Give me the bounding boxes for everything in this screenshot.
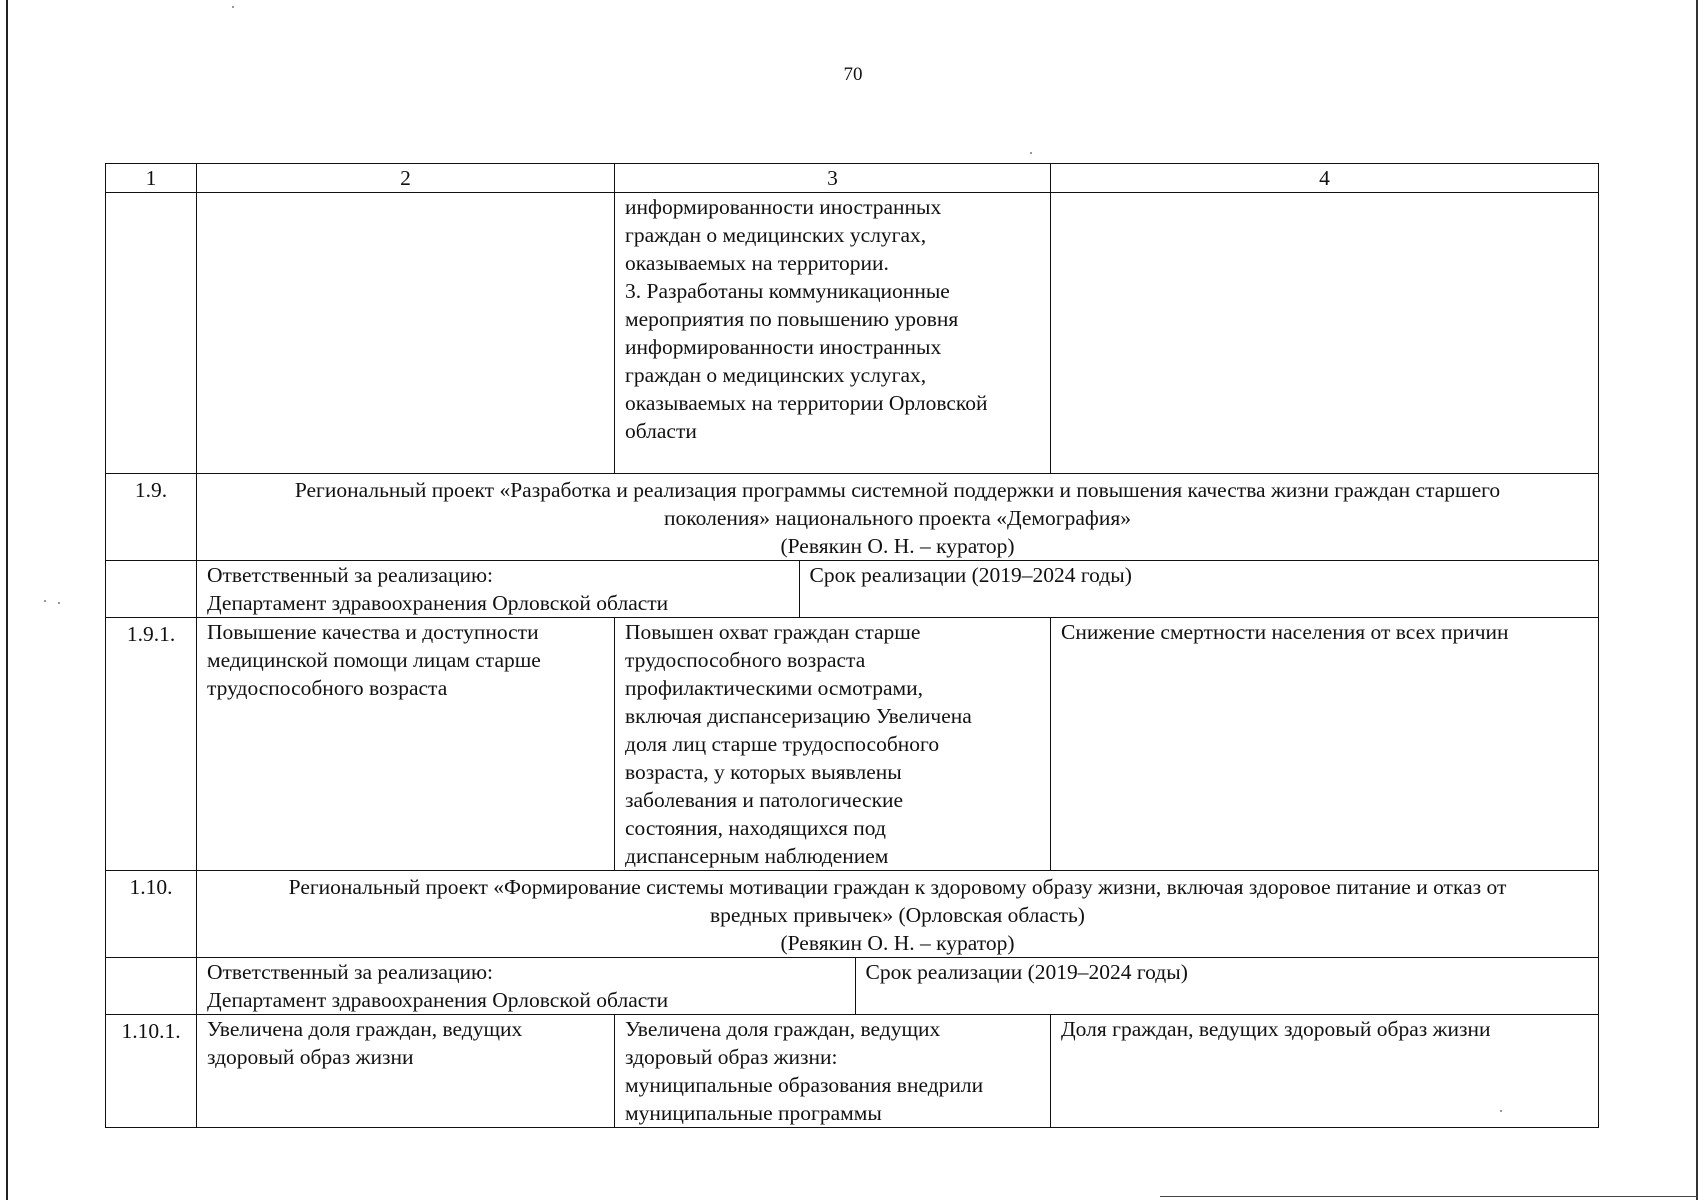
text-line: Увеличена доля граждан, ведущих — [207, 1017, 523, 1041]
responsible-cell — [197, 561, 1599, 618]
column-header: 2 — [197, 164, 615, 193]
text-line: граждан о медицинских услугах, — [625, 223, 927, 247]
table-cell — [1051, 193, 1599, 474]
text-line: доля лиц старше трудоспособного — [625, 732, 940, 756]
responsible-inner — [197, 561, 1598, 617]
term-text: Срок реализации (2019–2024 годы) — [799, 561, 1598, 617]
text-line: здоровый образ жизни: — [625, 1045, 838, 1069]
text-line: мероприятия по повышению уровня — [625, 307, 959, 331]
text-line: возраста, у которых выявлены — [625, 760, 902, 784]
curator-line: (Ревякин О. Н. – куратор) — [780, 931, 1015, 955]
term-text: Срок реализации (2019–2024 годы) — [855, 958, 1598, 1014]
scan-speck — [44, 600, 46, 602]
text-line: муниципальные образования внедрили — [625, 1073, 984, 1097]
text-line: трудоспособного возраста — [207, 676, 448, 700]
text-line: граждан о медицинских услугах, — [625, 363, 927, 387]
text-line: оказываемых на территории. — [625, 251, 889, 275]
scan-speck — [1030, 152, 1032, 154]
responsible-text — [197, 958, 855, 1014]
text-line: Повышен охват граждан старше — [625, 620, 921, 644]
row-number: 1.10.1. — [106, 1015, 197, 1128]
text-line: трудоспособного возраста — [625, 648, 866, 672]
section-number: 1.9. — [106, 474, 197, 561]
text-line: области — [625, 419, 697, 443]
row-indicator: Снижение смертности населения от всех причин — [1051, 618, 1599, 871]
text-line: профилактическими осмотрами, — [625, 676, 923, 700]
text-line: Департамент здравоохранения Орловской области — [207, 988, 669, 1012]
table-header-row — [106, 164, 1599, 193]
section-title — [197, 474, 1599, 561]
scan-speck — [58, 602, 60, 604]
scan-right-border — [1696, 0, 1698, 1200]
text-line: диспансерным наблюдением — [625, 844, 889, 868]
column-header: 3 — [615, 164, 1051, 193]
text-line: Увеличена доля граждан, ведущих — [625, 1017, 941, 1041]
scan-bottom-border — [1160, 1196, 1698, 1197]
row-measure — [197, 618, 615, 871]
title-line: вредных привычек» (Орловская область) — [710, 903, 1085, 927]
text-line: здоровый образ жизни — [207, 1045, 414, 1069]
section-title — [197, 871, 1599, 958]
text-line: информированности иностранных — [625, 195, 942, 219]
scan-left-border — [6, 0, 8, 1200]
text-line: Ответственный за реализацию: — [207, 960, 494, 984]
table-row — [106, 1015, 1599, 1128]
text-line: Департамент здравоохранения Орловской области — [207, 591, 669, 615]
table-cell — [106, 193, 197, 474]
table-row — [106, 618, 1599, 871]
row-indicator: Доля граждан, ведущих здоровый образ жизни — [1051, 1015, 1599, 1128]
column-header: 4 — [1051, 164, 1599, 193]
text-line: включая диспансеризацию Увеличена — [625, 704, 972, 728]
row-result — [615, 618, 1051, 871]
title-line: Региональный проект «Формирование системы мотивации граждан к здоровому образу жизни, включая здоровое питание и отказ от — [288, 875, 1507, 899]
text-line: 3. Разработаны коммуникационные — [625, 279, 950, 303]
text-line: состояния, находящихся под — [625, 816, 886, 840]
page-number: 70 — [843, 64, 863, 85]
text-line: муниципальные программы — [625, 1101, 882, 1125]
row-number: 1.9.1. — [106, 618, 197, 871]
column-header: 1 — [106, 164, 197, 193]
responsible-inner — [197, 958, 1598, 1014]
text-line: Повышение качества и доступности — [207, 620, 539, 644]
continuation-text — [615, 193, 1051, 474]
title-line: поколения» национального проекта «Демография» — [664, 506, 1131, 530]
row-measure — [197, 1015, 615, 1128]
table-row — [106, 193, 1599, 474]
responsible-row — [106, 561, 1599, 618]
text-line: оказываемых на территории Орловской — [625, 391, 988, 415]
responsible-text — [197, 561, 799, 617]
scan-speck — [232, 6, 234, 8]
section-number: 1.10. — [106, 871, 197, 958]
responsible-row — [106, 958, 1599, 1015]
section-title-row — [106, 474, 1599, 561]
table-cell — [106, 561, 197, 618]
text-line: информированности иностранных — [625, 335, 942, 359]
text-line: заболевания и патологические — [625, 788, 904, 812]
text-line: медицинской помощи лицам старше — [207, 648, 541, 672]
title-line: Региональный проект «Разработка и реализация программы системной поддержки и повышения качества жизни граждан старшего — [294, 478, 1501, 502]
table-cell — [106, 958, 197, 1015]
text-line: Ответственный за реализацию: — [207, 563, 494, 587]
section-title-row — [106, 871, 1599, 958]
responsible-cell — [197, 958, 1599, 1015]
program-table — [105, 163, 1599, 1128]
table-cell — [197, 193, 615, 474]
curator-line: (Ревякин О. Н. – куратор) — [780, 534, 1015, 558]
row-result — [615, 1015, 1051, 1128]
